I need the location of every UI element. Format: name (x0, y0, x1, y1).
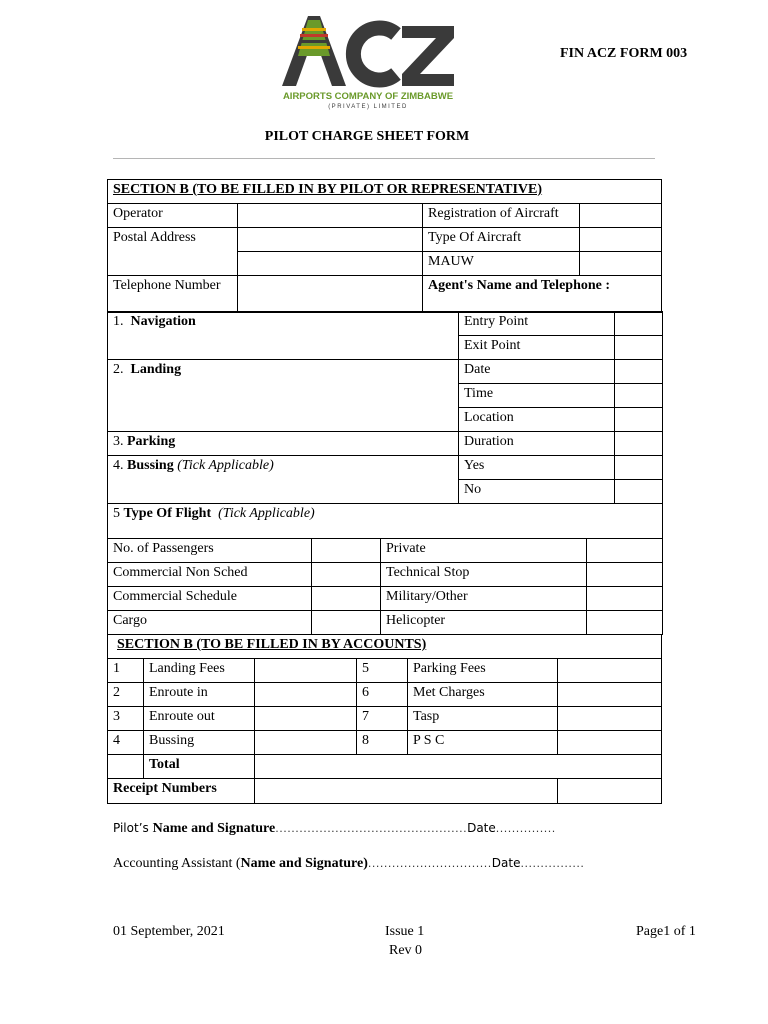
postal-address-field-2[interactable] (238, 252, 423, 276)
total-field[interactable] (255, 755, 662, 779)
time-field[interactable] (615, 384, 663, 408)
exit-point-field[interactable] (615, 336, 663, 360)
technical-stop-checkbox[interactable] (587, 563, 663, 587)
logo-company-sub: (PRIVATE) LIMITED (328, 104, 408, 110)
fee-label: Met Charges (408, 683, 558, 707)
operator-label: Operator (108, 204, 238, 228)
time-label: Time (459, 384, 615, 408)
no-checkbox[interactable] (615, 480, 663, 504)
postal-address-label: Postal Address (108, 228, 238, 276)
logo-company-name: AIRPORTS COMPANY OF ZIMBABWE (282, 91, 454, 102)
location-field[interactable] (615, 408, 663, 432)
registration-field[interactable] (580, 204, 662, 228)
navigation-cell: 1. Navigation (108, 312, 459, 360)
fee-label: Tasp (408, 707, 558, 731)
flight-type-table (107, 538, 663, 635)
fee-amount-field[interactable] (558, 731, 662, 755)
table-row (108, 683, 662, 707)
technical-stop-label: Technical Stop (381, 563, 587, 587)
section-accounts-heading: SECTION B (TO BE FILLED IN BY ACCOUNTS) (108, 635, 662, 659)
page-title: PILOT CHARGE SHEET FORM (264, 129, 470, 144)
commercial-non-sched-label: Commercial Non Sched (108, 563, 312, 587)
pilot-signature-line: Pilot’s Name and Signature................................................Date............... (113, 821, 556, 836)
fee-number: 4 (108, 731, 144, 755)
receipt-numbers-label: Receipt Numbers (108, 779, 255, 804)
fee-label: Enroute in (144, 683, 255, 707)
logo-z-shape (402, 26, 454, 86)
location-label: Location (459, 408, 615, 432)
duration-label: Duration (459, 432, 615, 456)
operator-field[interactable] (238, 204, 423, 228)
receipt-number-field-2[interactable] (558, 779, 662, 804)
mauw-label: MAUW (423, 252, 580, 276)
logo-stripe (302, 28, 326, 31)
fee-number: 3 (108, 707, 144, 731)
passengers-field[interactable] (312, 539, 381, 563)
military-checkbox[interactable] (587, 587, 663, 611)
title-divider (113, 158, 655, 159)
date-field[interactable] (615, 360, 663, 384)
passengers-label: No. of Passengers (108, 539, 312, 563)
fee-number: 8 (357, 731, 408, 755)
fee-amount-field[interactable] (558, 659, 662, 683)
commercial-non-sched-checkbox[interactable] (312, 563, 381, 587)
logo-stripe (299, 40, 329, 43)
fee-label: Parking Fees (408, 659, 558, 683)
acz-logo (278, 12, 458, 110)
parking-cell: 3. Parking (108, 432, 459, 456)
aircraft-type-field[interactable] (580, 228, 662, 252)
footer-page: Page1 of 1 (636, 924, 696, 939)
fee-number: 2 (108, 683, 144, 707)
date-label: Date (459, 360, 615, 384)
postal-address-field[interactable] (238, 228, 423, 252)
pilot-details-table (107, 179, 662, 313)
logo-stripe (298, 46, 330, 49)
helicopter-checkbox[interactable] (587, 611, 663, 635)
fee-label: Bussing (144, 731, 255, 755)
receipt-number-field[interactable] (255, 779, 558, 804)
entry-point-field[interactable] (615, 312, 663, 336)
helicopter-label: Helicopter (381, 611, 587, 635)
table-row (108, 659, 662, 683)
footer-issue: Issue 1 (385, 924, 425, 939)
total-spacer (108, 755, 144, 779)
accounting-signature-line: Accounting Assistant (Name and Signature)...............................Date................ (113, 856, 585, 871)
total-label: Total (144, 755, 255, 779)
agent-label: Agent's Name and Telephone : (423, 276, 662, 313)
section-pilot-heading: SECTION B (TO BE FILLED IN BY PILOT OR REPRESENTATIVE) (108, 180, 662, 204)
landing-cell: 2. Landing (108, 360, 459, 432)
fee-number: 7 (357, 707, 408, 731)
type-of-flight-cell: 5 Type Of Flight (Tick Applicable) (108, 504, 663, 539)
no-label: No (459, 480, 615, 504)
footer-date: 01 September, 2021 (113, 924, 225, 939)
footer-rev: Rev 0 (389, 943, 423, 958)
telephone-label: Telephone Number (108, 276, 238, 313)
fee-label: Enroute out (144, 707, 255, 731)
fee-number: 5 (357, 659, 408, 683)
telephone-field[interactable] (238, 276, 423, 313)
aircraft-type-label: Type Of Aircraft (423, 228, 580, 252)
fee-label: P S C (408, 731, 558, 755)
cargo-label: Cargo (108, 611, 312, 635)
fee-number: 1 (108, 659, 144, 683)
yes-label: Yes (459, 456, 615, 480)
logo-stripe (300, 34, 328, 37)
fee-amount-field[interactable] (558, 707, 662, 731)
military-label: Military/Other (381, 587, 587, 611)
entry-point-label: Entry Point (459, 312, 615, 336)
private-label: Private (381, 539, 587, 563)
registration-label: Registration of Aircraft (423, 204, 580, 228)
accounts-table (107, 634, 662, 804)
table-row (108, 707, 662, 731)
bussing-cell: 4. Bussing (Tick Applicable) (108, 456, 459, 504)
mauw-field[interactable] (580, 252, 662, 276)
duration-field[interactable] (615, 432, 663, 456)
exit-point-label: Exit Point (459, 336, 615, 360)
commercial-schedule-checkbox[interactable] (312, 587, 381, 611)
table-row (108, 731, 662, 755)
cargo-checkbox[interactable] (312, 611, 381, 635)
flight-details-table (107, 311, 663, 539)
fee-amount-field[interactable] (255, 707, 357, 731)
acz-logo-graphic (278, 12, 458, 110)
fee-amount-field[interactable] (255, 683, 357, 707)
fee-amount-field[interactable] (255, 731, 357, 755)
yes-checkbox[interactable] (615, 456, 663, 480)
commercial-schedule-label: Commercial Schedule (108, 587, 312, 611)
private-checkbox[interactable] (587, 539, 663, 563)
form-code: FIN ACZ FORM 003 (560, 46, 688, 61)
fee-amount-field[interactable] (558, 683, 662, 707)
logo-c-shape (353, 28, 396, 80)
fee-label: Landing Fees (144, 659, 255, 683)
fee-number: 6 (357, 683, 408, 707)
fee-amount-field[interactable] (255, 659, 357, 683)
